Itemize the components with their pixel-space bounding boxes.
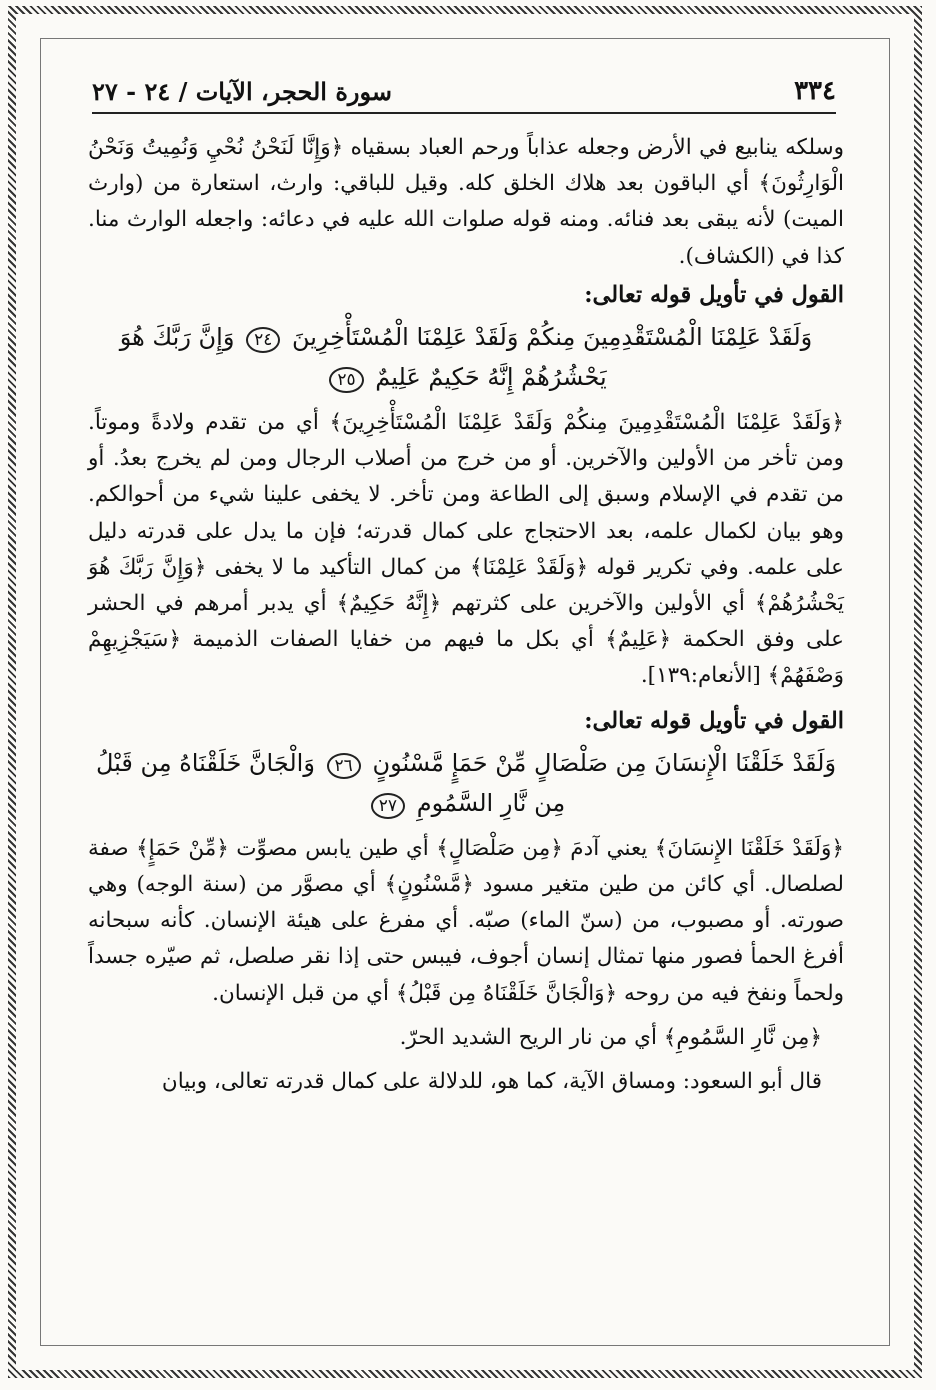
section-heading-2: القول في تأويل قوله تعالى: (584, 707, 844, 734)
verse-text: وَالْجَانَّ خَلَقْنَاهُ مِن قَبْلُ مِن نَّارِ السَّمُومِ (95, 748, 566, 817)
header-title: سورة الحجر، الآيات / ٢٤ - ٢٧ (92, 76, 392, 106)
page-number: ٣٣٤ (794, 76, 836, 106)
paragraph-4: ﴿مِن نَّارِ السَّمُومِ﴾ أي من نار الريح الشديد الحرّ. (399, 1024, 822, 1050)
verse-text: وَلَقَدْ عَلِمْنَا الْمُسْتَقْدِمِينَ مِنكُمْ وَلَقَدْ عَلِمْنَا الْمُسْتَأْخِرِينَ (292, 323, 813, 352)
verse-number-badge: ٢٧ (371, 793, 405, 819)
verse-number-badge: ٢٦ (327, 753, 361, 779)
verse-text: وَلَقَدْ خَلَقْنَا الْإِنسَانَ مِن صَلْصَالٍ مِّنْ حَمَإٍ مَّسْنُونٍ (372, 748, 837, 777)
paragraph-1: وسلكه ينابيع في الأرض وجعله عذاباً ورحم العباد بسقياه ﴿وَإِنَّا لَنَحْنُ نُحْيِ وَنُمِيتُ وَنَحْنُ الْوَارِثُونَ﴾ أي الباقون بعد هلاك الخلق كله. وقيل للباقي: وارث، استعارة من (وارث الميت) لأنه يبقى بعد فنائه. ومنه قوله صلوات الله عليه في دعائه: واجعله الوارث منا. كذا في (الكشاف). (88, 135, 844, 269)
paragraph-3: ﴿وَلَقَدْ خَلَقْنَا الإِنسَانَ﴾ يعني آدمَ ﴿مِن صَلْصَالٍ﴾ أي طين يابس مصوِّت ﴿مِّنْ حَمَإٍ﴾ صفة لصلصال. أي كائن من طين متغير مسود ﴿مَّسْنُونٍ﴾ أي مصوَّر من (سنة الوجه) وهي صورته. أو مصبوب، من (سنّ الماء) صبّه. أي مفرغ على هيئة الإنسان. كأنه سبحانه أفرغ الحمأ فصور منها تمثال إنسان أجوف، فيبس حتى إذا نقر صلصل، ثم صيّره جسداً ولحماً ونفخ فيه من روحه ﴿وَالْجَانَّ خَلَقْنَاهُ مِن قَبْلُ﴾ أي من قبل الإنسان. (88, 835, 844, 1006)
verse-number-badge: ٢٤ (246, 327, 280, 353)
running-header (92, 70, 836, 114)
section-heading-1: القول في تأويل قوله تعالى: (584, 281, 844, 308)
quran-verse-block-2 (88, 743, 844, 823)
paragraph-5: قال أبو السعود: ومساق الآية، كما هو، للدلالة على كمال قدرته تعالى، وبيان (161, 1069, 822, 1095)
verse-number-badge: ٢٥ (329, 367, 363, 393)
quran-verse-block-1 (88, 317, 844, 397)
page-content (88, 130, 844, 1100)
paragraph-2: ﴿وَلَقَدْ عَلِمْنَا الْمُسْتَقْدِمِينَ مِنكُمْ وَلَقَدْ عَلِمْنَا الْمُسْتَأْخِرِينَ﴾ أي من تقدم ولادةً وموتاً. ومن تأخر من الأولين والآخرين. أو من خرج من أصلاب الرجال ومن لم يخرج بعدُ. أو من تقدم في الإسلام وسبق إلى الطاعة ومن تأخر. لا يخفى علينا شيء من أحوالكم. وهو بيان لكمال علمه، بعد الاحتجاج على كمال قدرته؛ فإن ما يدل على قدرته دليل على علمه. وفي تكرير قوله ﴿وَلَقَدْ عَلِمْنَا﴾ من كمال التأكيد ما لا يخفى ﴿وَإِنَّ رَبَّكَ هُوَ يَحْشُرُهُمْ﴾ أي الأولين والآخرين على كثرتهم ﴿إِنَّهُ حَكِيمٌ﴾ أي يدبر أمرهم في الحشر على وفق الحكمة ﴿عَلِيمٌ﴾ أي بكل ما فيهم من خفايا الصفات الذميمة ﴿سَيَجْزِيهِمْ وَصْفَهُمْ﴾ [الأنعام:١٣٩]. (88, 410, 844, 689)
verse-text: وَإِنَّ رَبَّكَ هُوَ يَحْشُرُهُمْ إِنَّهُ حَكِيمٌ عَلِيمٌ (119, 323, 607, 392)
